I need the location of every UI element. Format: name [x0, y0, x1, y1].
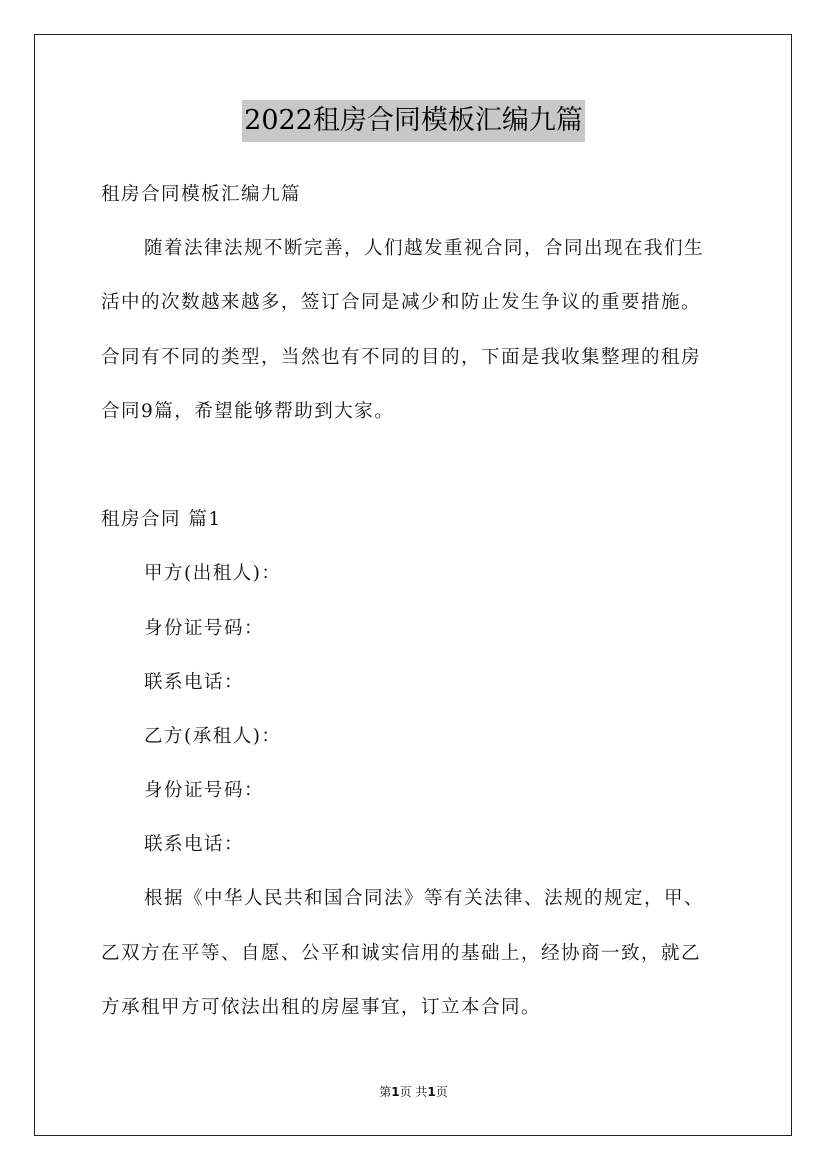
document-title: 2022租房合同模板汇编九篇 — [242, 100, 585, 142]
section-heading: 租房合同 篇1 — [101, 509, 222, 531]
intro-line: 合同有不同的类型，当然也有不同的目的，下面是我收集整理的租房 — [101, 346, 702, 368]
intro-line: 合同9篇，希望能够帮助到大家。 — [101, 400, 395, 422]
party-a-label: 甲方(出租人)： — [144, 563, 282, 585]
page-current: 1 — [391, 1085, 400, 1099]
party-b-id-label: 身份证号码： — [144, 780, 265, 802]
basis-line: 乙双方在平等、自愿、公平和诚实信用的基础上，经协商一致，就乙 — [101, 942, 702, 964]
document-body — [101, 168, 731, 1035]
party-b-phone-label: 联系电话： — [144, 834, 245, 856]
party-a-id-label: 身份证号码： — [144, 617, 265, 639]
page-footer — [0, 1083, 827, 1100]
document-title-wrap — [0, 100, 827, 142]
document-subtitle: 租房合同模板汇编九篇 — [101, 184, 302, 205]
party-a-phone-label: 联系电话： — [144, 671, 245, 693]
intro-line: 活中的次数越来越多，签订合同是减少和防止发生争议的重要措施。 — [101, 292, 702, 314]
page-prefix: 第 — [379, 1085, 392, 1099]
basis-line: 根据《中华人民共和国合同法》等有关法律、法规的规定，甲、 — [144, 888, 705, 910]
intro-line: 随着法律法规不断完善，人们越发重视合同，合同出现在我们生 — [144, 238, 705, 260]
party-b-label: 乙方(承租人)： — [144, 725, 282, 747]
page-suffix: 页 — [435, 1085, 448, 1099]
page-mid: 页 共 — [399, 1085, 428, 1099]
page-total: 1 — [427, 1085, 436, 1099]
paragraph-gap — [101, 439, 731, 493]
basis-line: 方承租甲方可依法出租的房屋事宜，订立本合同。 — [101, 996, 542, 1018]
